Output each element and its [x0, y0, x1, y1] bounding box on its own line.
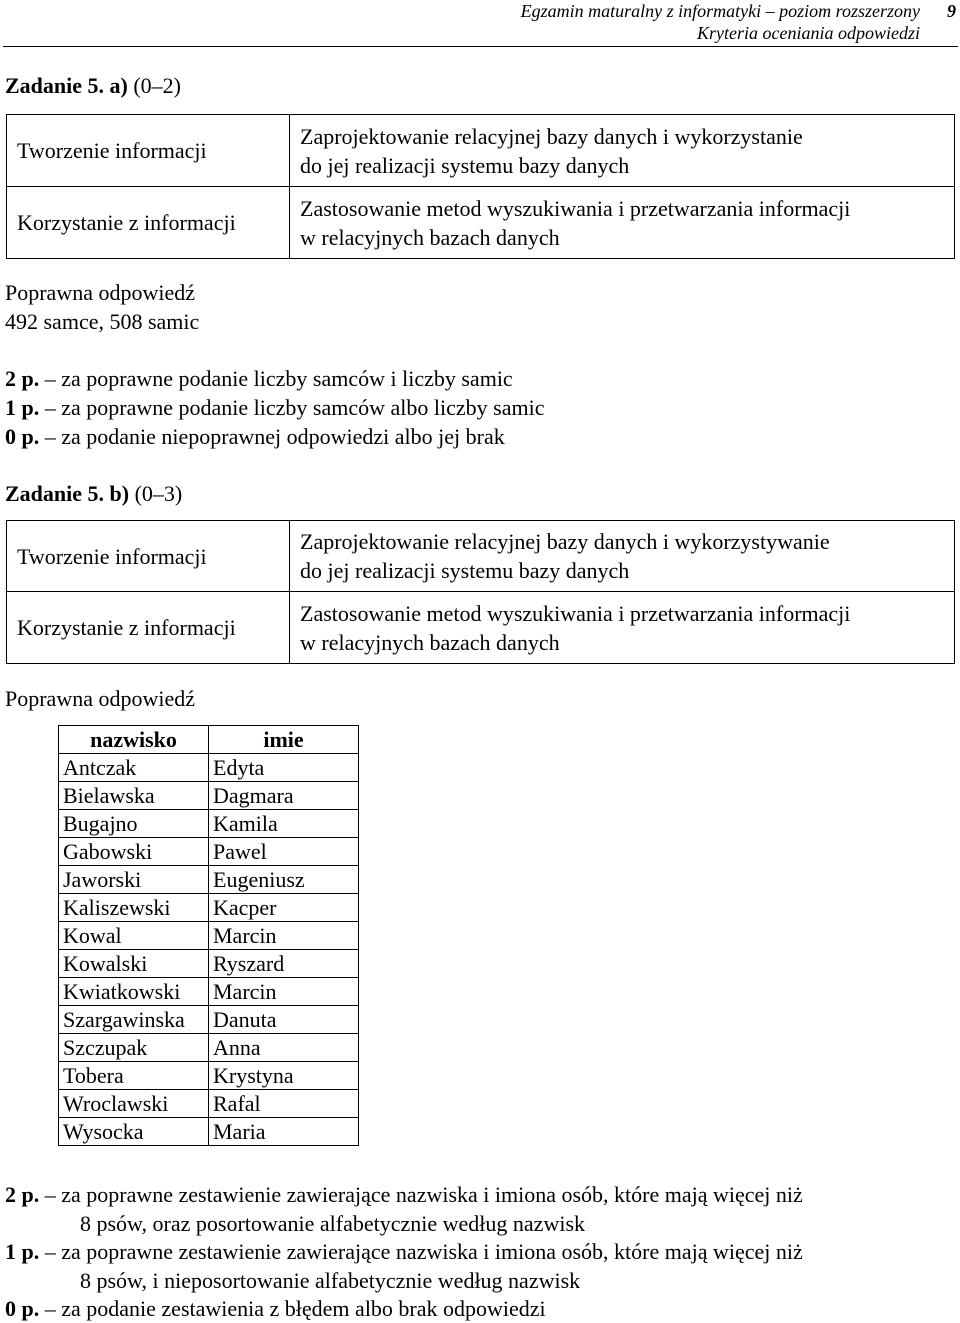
firstname-cell: Eugeniusz	[209, 866, 359, 894]
task-b-points: (0–3)	[134, 481, 183, 506]
surname-cell: Wroclawski	[59, 1090, 209, 1118]
task-a-score-line	[5, 364, 513, 393]
table-row	[59, 978, 359, 1006]
score-first-line	[5, 1237, 955, 1266]
table-row	[59, 1062, 359, 1090]
description-line: w relacyjnych bazach danych	[300, 224, 560, 250]
task-b-title: Zadanie 5. b)	[5, 481, 130, 506]
firstname-cell: Marcin	[209, 978, 359, 1006]
table-row	[59, 1006, 359, 1034]
result-table	[58, 725, 359, 1146]
firstname-cell: Kacper	[209, 894, 359, 922]
surname-cell: Antczak	[59, 754, 209, 782]
score-points: 1 p.	[5, 1239, 40, 1264]
task-b-score-block	[5, 1180, 955, 1238]
requirement-category: Tworzenie informacji	[7, 115, 290, 187]
description-line: do jej realizacji systemu bazy danych	[300, 152, 630, 178]
score-text: – za podanie niepoprawnej odpowiedzi albo jej brak	[44, 424, 505, 449]
header-divider	[3, 46, 958, 47]
task-b-answer-label: Poprawna odpowiedź	[5, 686, 196, 711]
table-row	[59, 810, 359, 838]
table-row	[59, 950, 359, 978]
score-points: 2 p.	[5, 1182, 40, 1207]
task-a-heading	[5, 72, 181, 100]
description-line: do jej realizacji systemu bazy danych	[300, 558, 630, 583]
task-b-score-block	[5, 1237, 955, 1295]
firstname-cell: Rafal	[209, 1090, 359, 1118]
surname-cell: Jaworski	[59, 866, 209, 894]
task-a-title: Zadanie 5. a)	[5, 73, 128, 98]
table-row	[59, 1034, 359, 1062]
surname-cell: Kowal	[59, 922, 209, 950]
table-row	[7, 592, 955, 664]
description-line: w relacyjnych bazach danych	[300, 629, 560, 655]
requirement-description	[290, 187, 955, 259]
surname-cell: Bugajno	[59, 810, 209, 838]
table-row	[59, 782, 359, 810]
score-continuation: 8 psów, i nieposortowanie alfabetycznie według nazwisk	[80, 1268, 581, 1293]
task-a-score-line	[5, 422, 505, 451]
score-continuation: 8 psów, oraz posortowanie alfabetycznie według nazwisk	[80, 1211, 586, 1236]
surname-cell: Kowalski	[59, 950, 209, 978]
score-points: 0 p.	[5, 1296, 40, 1321]
requirement-description	[290, 521, 955, 592]
description-line: Zastosowanie metod wyszukiwania i przetwarzania informacji	[300, 600, 851, 626]
firstname-cell: Krystyna	[209, 1062, 359, 1090]
firstname-cell: Dagmara	[209, 782, 359, 810]
table-row	[7, 521, 955, 592]
task-b-requirements-table	[6, 520, 955, 664]
description-line: Zastosowanie metod wyszukiwania i przetwarzania informacji	[300, 195, 851, 221]
firstname-cell: Maria	[209, 1118, 359, 1146]
exam-title: Egzamin maturalny z informatyki – poziom rozszerzony	[520, 1, 920, 21]
requirement-category: Tworzenie informacji	[7, 521, 290, 592]
requirement-category: Korzystanie z informacji	[7, 592, 290, 664]
surname-cell: Szargawinska	[59, 1006, 209, 1034]
firstname-cell: Marcin	[209, 922, 359, 950]
score-points: 2 p.	[5, 366, 40, 391]
table-row	[59, 922, 359, 950]
table-row	[7, 115, 955, 187]
table-row	[59, 894, 359, 922]
table-row	[59, 1090, 359, 1118]
surname-cell: Tobera	[59, 1062, 209, 1090]
task-a-score-line	[5, 393, 544, 422]
firstname-cell: Danuta	[209, 1006, 359, 1034]
surname-cell: Kaliszewski	[59, 894, 209, 922]
score-first-line	[5, 1180, 955, 1209]
score-text: – za poprawne zestawienie zawierające nazwiska i imiona osób, które mają więcej niż	[44, 1182, 803, 1207]
score-points: 0 p.	[5, 424, 40, 449]
table-header-row	[59, 726, 359, 754]
requirement-description	[290, 592, 955, 664]
table-row	[59, 754, 359, 782]
table-row	[7, 187, 955, 259]
page-number: 9	[947, 1, 956, 21]
firstname-cell: Pawel	[209, 838, 359, 866]
task-a-requirements-table	[6, 114, 955, 259]
firstname-cell: Ryszard	[209, 950, 359, 978]
surname-cell: Bielawska	[59, 782, 209, 810]
description-line: Zaprojektowanie relacyjnej bazy danych i wykorzystywanie	[300, 529, 830, 554]
header-subtitle: Kryteria oceniania odpowiedzi	[697, 23, 920, 43]
task-a-answer-text: 492 samce, 508 samic	[5, 309, 200, 334]
task-a-answer-label: Poprawna odpowiedź	[5, 280, 196, 305]
table-row	[59, 1118, 359, 1146]
score-text: – za poprawne podanie liczby samców albo liczby samic	[44, 395, 545, 420]
surname-cell: Wysocka	[59, 1118, 209, 1146]
surname-cell: Kwiatkowski	[59, 978, 209, 1006]
score-text: – za podanie zestawienia z błędem albo brak odpowiedzi	[44, 1296, 546, 1321]
task-b-heading	[5, 480, 182, 508]
requirement-description	[290, 115, 955, 187]
firstname-cell: Anna	[209, 1034, 359, 1062]
surname-cell: Szczupak	[59, 1034, 209, 1062]
description-line: Zaprojektowanie relacyjnej bazy danych i wykorzystanie	[300, 123, 803, 149]
task-b-score-line	[5, 1294, 546, 1323]
score-points: 1 p.	[5, 395, 40, 420]
result-table-body	[59, 754, 359, 1146]
score-text: – za poprawne zestawienie zawierające nazwiska i imiona osób, które mają więcej niż	[44, 1239, 803, 1264]
column-header-firstname: imie	[209, 726, 359, 754]
table-row	[59, 838, 359, 866]
score-text: – za poprawne podanie liczby samców i liczby samic	[44, 366, 513, 391]
firstname-cell: Edyta	[209, 754, 359, 782]
requirement-category: Korzystanie z informacji	[7, 187, 290, 259]
column-header-surname: nazwisko	[59, 726, 209, 754]
table-row	[59, 866, 359, 894]
surname-cell: Gabowski	[59, 838, 209, 866]
task-a-points: (0–2)	[133, 73, 182, 98]
firstname-cell: Kamila	[209, 810, 359, 838]
